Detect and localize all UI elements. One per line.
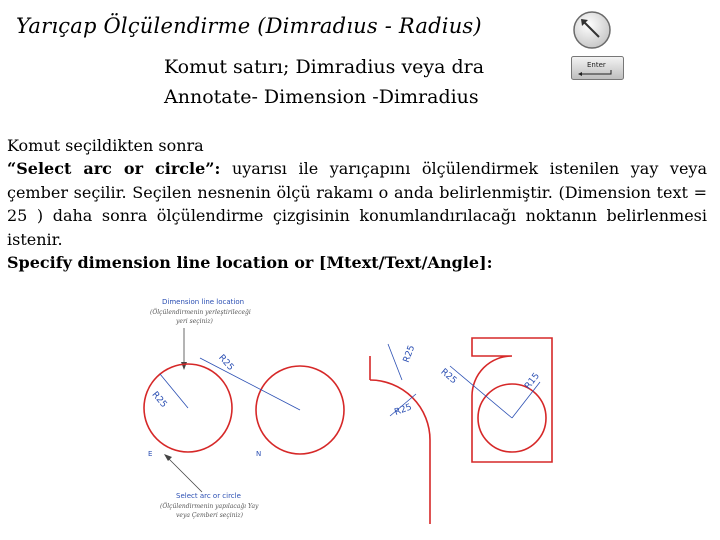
select-prompt-paragraph bbox=[7, 157, 707, 251]
fig-bottom-sub2: veya Çemberi seçiniz) bbox=[176, 512, 243, 519]
fig-bottom-sub1: (Ölçülendirmenin yapılacağı Yay bbox=[160, 503, 259, 510]
fig-top-label: Dimension line location bbox=[162, 298, 245, 306]
fig-corner-arc bbox=[370, 380, 430, 524]
fig-dim-line-c1a bbox=[200, 358, 300, 410]
dimension-location-prompt: Specify dimension line location or [Mtext/Text/Angle]: bbox=[7, 253, 493, 273]
fig-bottom-label: Select arc or circle bbox=[176, 492, 241, 500]
fig-point-e: E bbox=[148, 450, 153, 458]
fig-dim-c1-b: R25 bbox=[149, 389, 169, 410]
ribbon-path-text: Annotate- Dimension -Dimradius bbox=[164, 86, 479, 108]
fig-dim-line-box-a bbox=[450, 366, 512, 418]
fig-dim-box-a: R25 bbox=[438, 367, 459, 387]
fig-dim-corner-b: R25 bbox=[393, 402, 414, 418]
intro-line: Komut seçildikten sonra bbox=[7, 136, 204, 155]
select-prompt-explanation: uyarısı ile yarıçapını ölçülendirmek istenilen yay veya çember seçilir. Seçilen nesnenin ölçü rakamı o anda belirlenmiştir. (Dimension text = 25 ) daha sonra ölçülendirme çizgisinin konumlandırılacağı noktanın belirlenmesi istenir. bbox=[7, 159, 707, 249]
radius-dimension-figure bbox=[140, 296, 560, 524]
fig-dim-line-corner-a bbox=[388, 344, 402, 380]
fig-point-n: N bbox=[256, 450, 262, 458]
fig-top-sub2: yeri seçiniz) bbox=[176, 318, 213, 325]
description-block bbox=[7, 134, 707, 274]
page-title: Yarıçap Ölçülendirme (Dimradıus - Radius) bbox=[16, 14, 482, 38]
command-line-text: Komut satırı; Dimradius veya dra bbox=[164, 56, 485, 78]
dimradius-tool-icon[interactable] bbox=[572, 10, 612, 50]
fig-dim-corner-a: R25 bbox=[401, 344, 418, 365]
enter-key-icon bbox=[571, 56, 624, 80]
enter-key-label: Enter bbox=[587, 61, 606, 69]
fig-top-sub1: (Ölçülendirmenin yerleştirileceği bbox=[150, 309, 251, 316]
fig-dim-c1-a: R25 bbox=[216, 353, 236, 373]
fig-dim-box-b: R15 bbox=[523, 371, 542, 392]
fig-leader-bottom bbox=[168, 458, 202, 492]
select-prompt: “Select arc or circle”: bbox=[7, 159, 221, 179]
